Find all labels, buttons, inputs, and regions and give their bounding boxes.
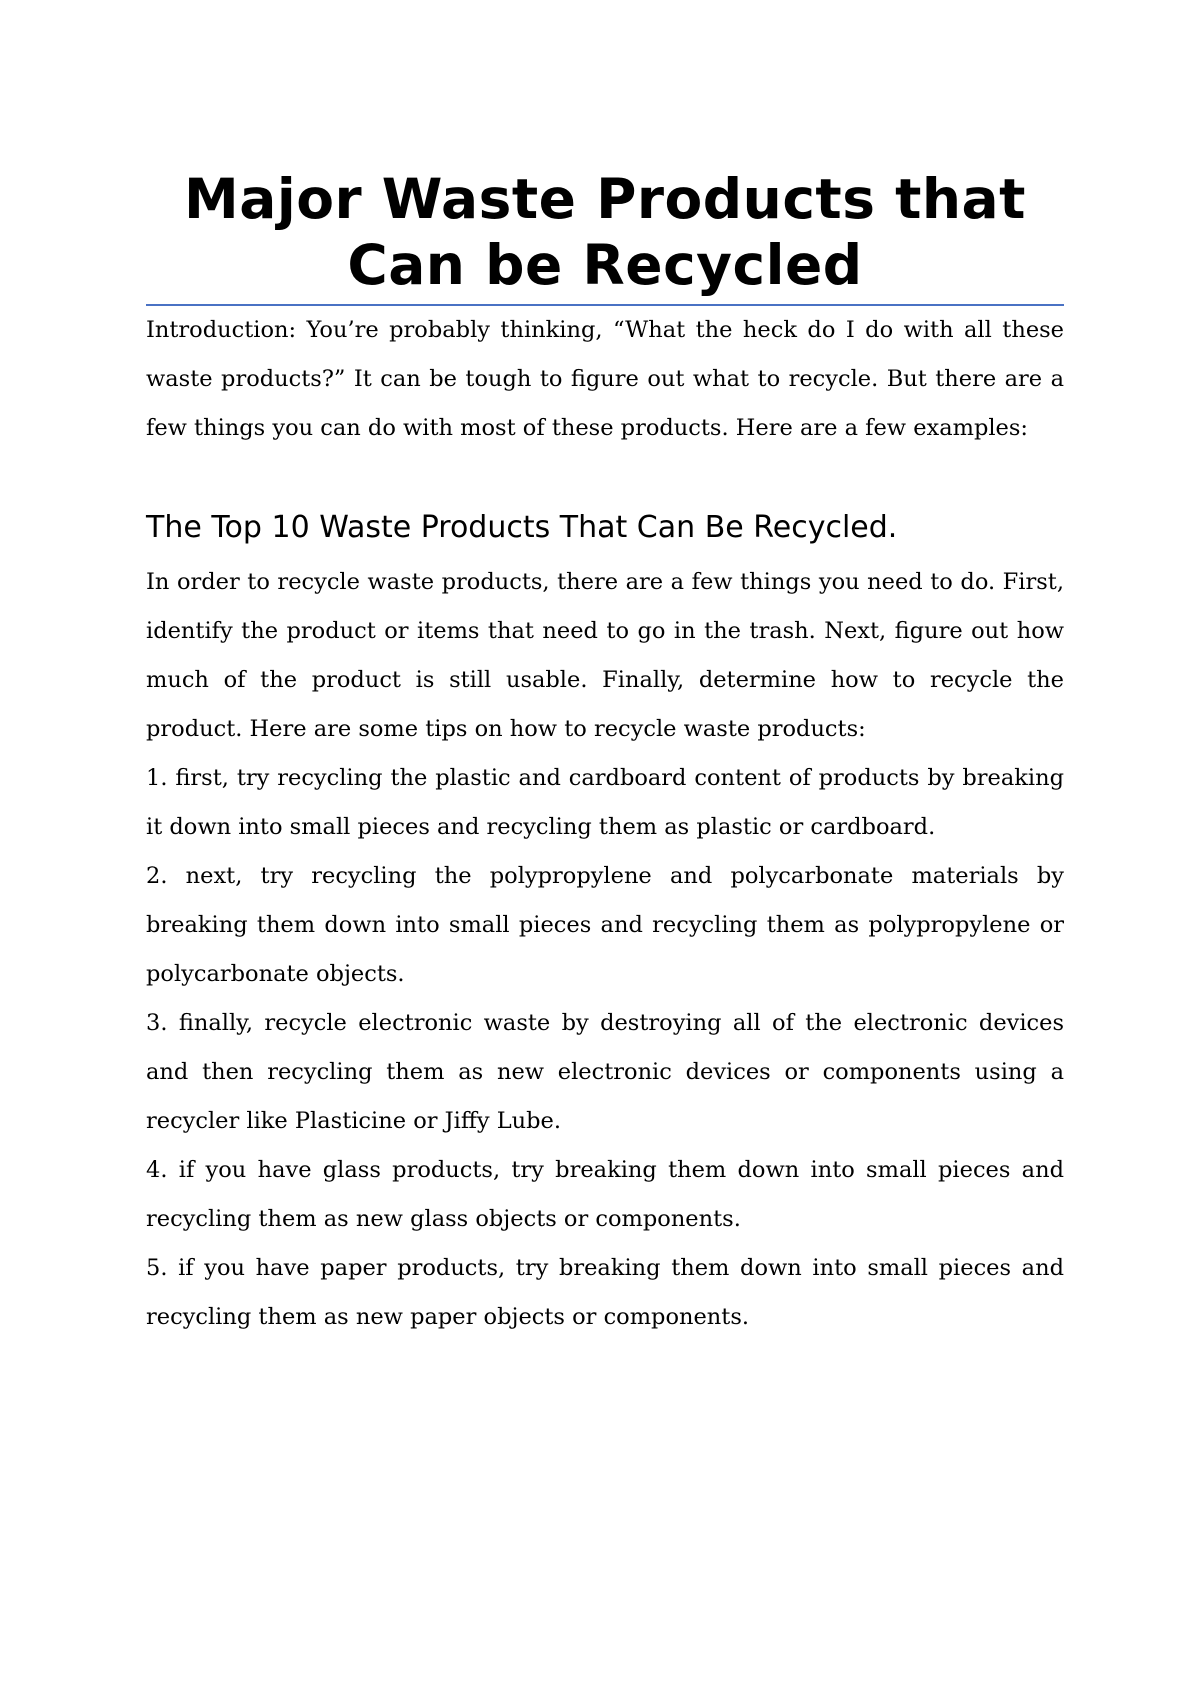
list-item: 1. first, try recycling the plastic and cardboard content of products by breaking it down into small pieces and recycling them as plastic or cardboard.: [146, 765, 1064, 840]
intro-paragraph: Introduction: You’re probably thinking, “What the heck do I do with all these waste products?” It can be tough to figure out what to recycle. But there are a few things you can do with most of these products. Here are a few examples:: [146, 317, 1064, 441]
document-body: [146, 166, 1064, 1342]
tips-list: [146, 754, 1064, 1342]
section-heading: The Top 10 Waste Products That Can Be Recycled.: [146, 510, 898, 545]
list-item: 4. if you have glass products, try breaking them down into small pieces and recycling them as new glass objects or components.: [146, 1157, 1064, 1232]
list-item: 5. if you have paper products, try breaking them down into small pieces and recycling them as new paper objects or components.: [146, 1255, 1064, 1330]
list-item: 2. next, try recycling the polypropylene and polycarbonate materials by breaking them down into small pieces and recycling them as polypropylene or polycarbonate objects.: [146, 863, 1064, 987]
section-paragraph: In order to recycle waste products, there are a few things you need to do. First, identify the product or items that need to go in the trash. Next, figure out how much of the product is still usable. Finally, determine how to recycle the product. Here are some tips on how to recycle waste products:: [146, 569, 1064, 742]
list-item: 3. finally, recycle electronic waste by destroying all of the electronic devices and then recycling them as new electronic devices or components using a recycler like Plasticine or Jiffy Lube.: [146, 1010, 1064, 1134]
document-title: Major Waste Products that Can be Recycled: [146, 166, 1064, 306]
